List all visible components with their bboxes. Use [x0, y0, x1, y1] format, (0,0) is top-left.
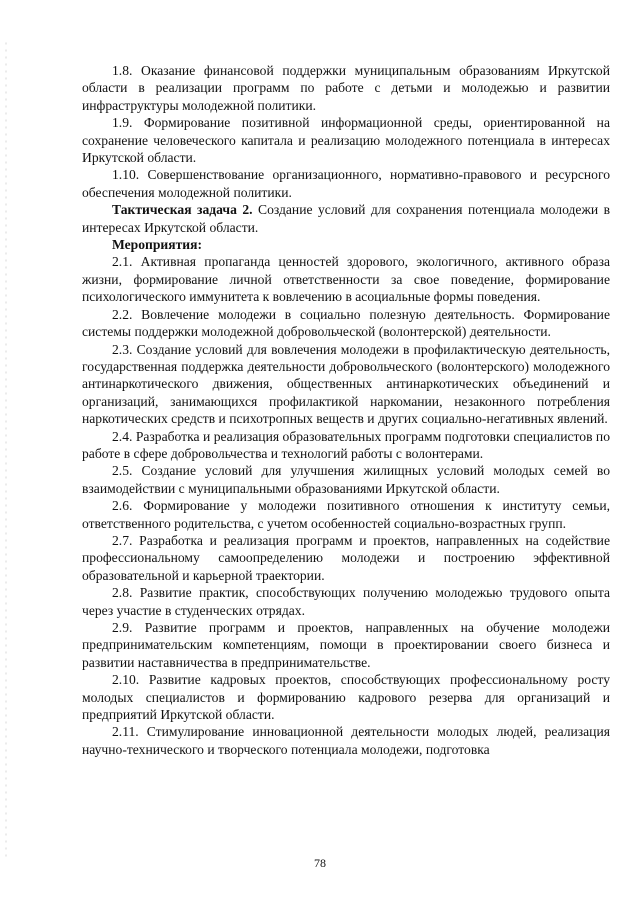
paragraph-1-8: 1.8. Оказание финансовой поддержки муниципальным образованиям Иркутской области в реализации программ по работе с детьми и молодежью и развитии инфраструктуры молодежной политики.: [82, 63, 610, 113]
paragraph-2-10: 2.10. Развитие кадровых проектов, способствующих профессиональному росту молодых специалистов и формированию кадрового резерва для организаций и предприятий Иркутской области.: [82, 672, 610, 723]
tactical-task-2: [82, 201, 610, 236]
paragraph-2-11: 2.11. Стимулирование инновационной деятельности молодых людей, реализация научно-технического и творческого потенциала молодежи, подготовка: [82, 724, 610, 757]
paragraph-1-10: 1.10. Совершенствование организационного, нормативно-правового и ресурсного обеспечения молодежной политики.: [82, 167, 610, 200]
measures-heading: Мероприятия:: [112, 237, 203, 253]
paragraph-1-9: 1.9. Формирование позитивной информационной среды, ориентированной на сохранение человеческого капитала и реализацию молодежного потенциала в интересах Иркутской области.: [82, 115, 610, 166]
tactical-task-label: Тактическая задача 2.: [112, 202, 253, 218]
paragraph-2-3: 2.3. Создание условий для вовлечения молодежи в профилактическую деятельность, государственная поддержка деятельности добровольческого (волонтерского) молодежного антинаркотического движения, общественных антинаркотических объединений и организаций, занимающихся профилактикой наркомании, незаконного потребления наркотических средств и психотропных веществ и других социально-негативных явлений.: [82, 341, 610, 427]
scan-margin-artifact: [4, 40, 8, 860]
paragraph-2-4: 2.4. Разработка и реализация образовательных программ подготовки специалистов по работе в сфере добровольчества и технологий работы с волонтерами.: [82, 428, 610, 461]
paragraph-2-7: 2.7. Разработка и реализация программ и проектов, направленных на содействие профессиональному самоопределению молодежи и построению эффективной образовательной и карьерной траектории.: [82, 532, 610, 583]
paragraph-2-6: 2.6. Формирование у молодежи позитивного отношения к институту семьи, ответственного родительства, с учетом особенностей социально-возрастных групп.: [82, 498, 610, 531]
paragraph-2-9: 2.9. Развитие программ и проектов, направленных на обучение молодежи предпринимательским компетенциям, помощи в проектировании своего бизнеса и развитии наставничества в предпринимательстве.: [82, 620, 610, 670]
tactical-task-text: Создание условий для сохранения потенциала молодежи в интересах Иркутской области.: [82, 202, 610, 235]
paragraph-2-5: 2.5. Создание условий для улучшения жилищных условий молодых семей во взаимодействии с муниципальными образованиями Иркутской области.: [82, 463, 610, 496]
paragraph-2-2: 2.2. Вовлечение молодежи в социально полезную деятельность. Формирование системы поддержки молодежной добровольческой (волонтерской) деятельности.: [82, 306, 610, 340]
paragraph-2-1: 2.1. Активная пропаганда ценностей здорового, экологичного, активного образа жизни, формирование личной ответственности за свое поведение, формирование психологического иммунитета к вовлечению в асоциальные формы поведения.: [82, 254, 610, 305]
paragraph-2-8: 2.8. Развитие практик, способствующих получению молодежью трудового опыта через участие в студенческих отрядах.: [82, 585, 610, 618]
page-number: 78: [314, 856, 326, 870]
document-body: [82, 62, 610, 758]
